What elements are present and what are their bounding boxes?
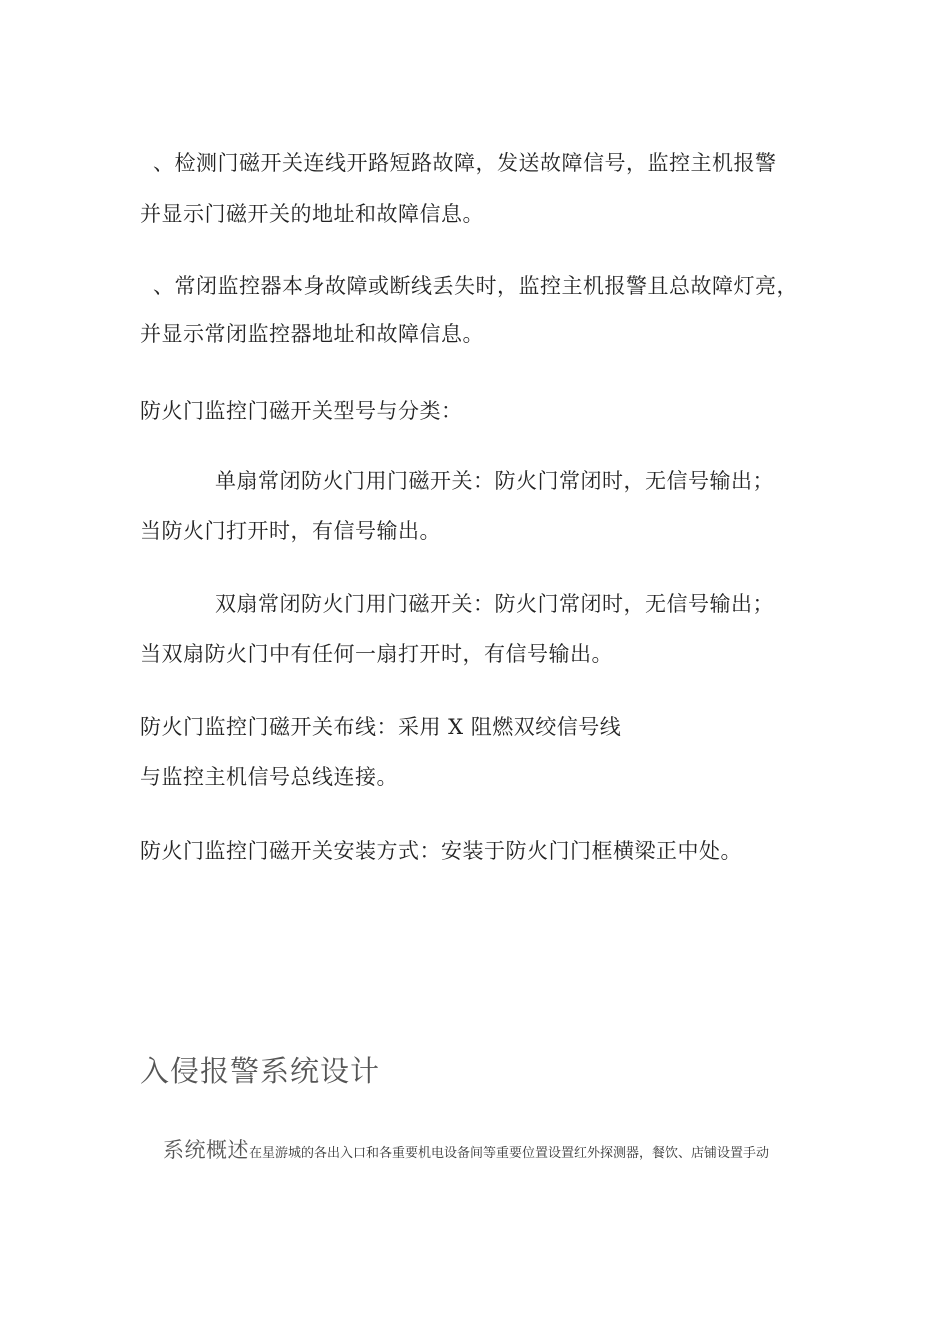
paragraph-line: 单扇常闭防火门用门磁开关：防火门常闭时，无信号输出； bbox=[215, 469, 774, 493]
paragraph-line: 防火门监控门磁开关安装方式：安装于防火门门框横梁正中处。 bbox=[140, 839, 742, 863]
paragraph-line: 并显示门磁开关的地址和故障信息。 bbox=[140, 202, 484, 226]
section-heading: 入侵报警系统设计 bbox=[140, 1054, 381, 1088]
paragraph-line: 当防火门打开时，有信号输出。 bbox=[140, 519, 441, 543]
paragraph-line: 防火门监控门磁开关布线：采用 X 阻燃双绞信号线 bbox=[140, 715, 622, 739]
paragraph-line: 双扇常闭防火门用门磁开关：防火门常闭时，无信号输出； bbox=[215, 592, 774, 616]
overview-text: 在星游城的各出入口和各重要机电设备间等重要位置设置红外探测器，餐饮、店铺设置手动 bbox=[249, 1146, 770, 1161]
paragraph-line: 并显示常闭监控器地址和故障信息。 bbox=[140, 322, 484, 346]
paragraph-line: 、检测门磁开关连线开路短路故障，发送故障信号，监控主机报警 bbox=[153, 151, 777, 175]
paragraph-line: 、常闭监控器本身故障或断线丢失时，监控主机报警且总故障灯亮， bbox=[153, 274, 798, 298]
paragraph-line: 防火门监控门磁开关型号与分类： bbox=[140, 399, 463, 423]
overview-label: 系统概述 bbox=[163, 1138, 249, 1162]
overview-paragraph bbox=[163, 1134, 769, 1164]
paragraph-line: 当双扇防火门中有任何一扇打开时，有信号输出。 bbox=[140, 642, 613, 666]
paragraph-line: 与监控主机信号总线连接。 bbox=[140, 765, 398, 789]
